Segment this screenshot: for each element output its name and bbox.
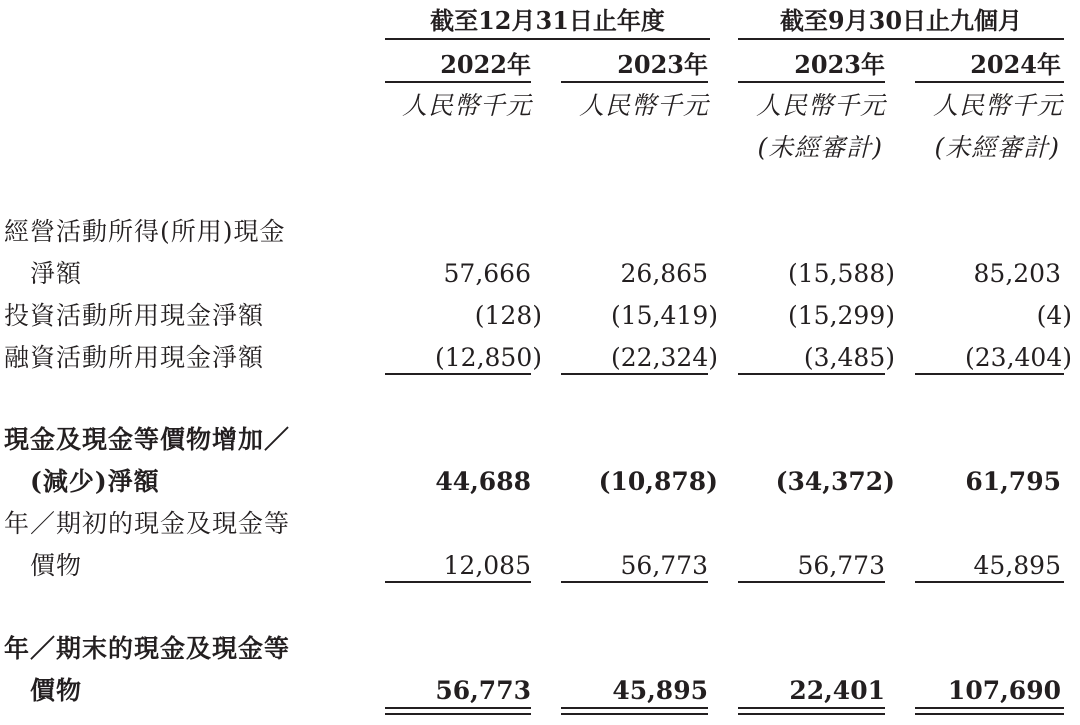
total-double-rule — [561, 707, 708, 709]
row-label-closing-cash: 年／期末的現金及現金等 — [4, 634, 291, 663]
cell-investing-9m2024: (4) — [1036, 301, 1072, 330]
unit-header-col3: 人民幣千元 — [755, 91, 886, 120]
row-label-opening-cash-cont: 價物 — [30, 551, 83, 580]
cell-opening-9m2023: 56,773 — [797, 551, 885, 580]
cell-operating-2023: 26,865 — [620, 259, 708, 288]
subtotal-rule — [738, 373, 885, 375]
cell-opening-2022: 12,085 — [443, 551, 531, 580]
header-group-rule — [738, 38, 1064, 40]
row-label-operating-cont: 淨額 — [30, 259, 83, 288]
year-rule — [915, 81, 1064, 83]
cell-closing-2023: 45,895 — [612, 676, 708, 705]
year-rule — [385, 81, 531, 83]
total-double-rule — [385, 713, 531, 715]
unaudited-note-col4: (未經審計) — [934, 133, 1060, 162]
subtotal-rule — [561, 373, 708, 375]
total-double-rule — [915, 707, 1064, 709]
unaudited-note-col3: (未經審計) — [757, 133, 883, 162]
header-group-fiscal-year: 截至12月31日止年度 — [430, 6, 665, 35]
total-double-rule — [738, 707, 885, 709]
cell-net-change-9m2024: 61,795 — [965, 467, 1061, 496]
row-label-net-change: 現金及現金等價物增加／ — [4, 425, 291, 454]
row-label-opening-cash: 年／期初的現金及現金等 — [4, 509, 291, 538]
cell-operating-9m2024: 85,203 — [973, 259, 1061, 288]
subtotal-rule — [561, 581, 708, 583]
cell-closing-2022: 56,773 — [435, 676, 531, 705]
total-double-rule — [385, 707, 531, 709]
subtotal-rule — [915, 373, 1064, 375]
cell-opening-9m2024: 45,895 — [973, 551, 1061, 580]
cell-financing-9m2023: (3,485) — [803, 343, 895, 372]
year-header-col4: 2024年 — [970, 50, 1061, 79]
cell-operating-2022: 57,666 — [443, 259, 531, 288]
year-rule — [738, 81, 885, 83]
cell-net-change-9m2023: (34,372) — [775, 467, 895, 496]
total-double-rule — [561, 713, 708, 715]
cell-operating-9m2023: (15,588) — [788, 259, 895, 288]
cell-opening-2023: 56,773 — [620, 551, 708, 580]
total-double-rule — [738, 713, 885, 715]
subtotal-rule — [915, 581, 1064, 583]
year-header-col2: 2023年 — [617, 50, 708, 79]
cell-closing-9m2024: 107,690 — [947, 676, 1061, 705]
row-label-financing: 融資活動所用現金淨額 — [4, 343, 265, 372]
subtotal-rule — [385, 581, 531, 583]
row-label-closing-cash-cont: 價物 — [30, 676, 83, 705]
cell-investing-2023: (15,419) — [611, 301, 718, 330]
subtotal-rule — [738, 581, 885, 583]
cell-financing-2022: (12,850) — [435, 343, 542, 372]
unit-header-col1: 人民幣千元 — [401, 91, 532, 120]
year-header-col3: 2023年 — [794, 50, 885, 79]
header-group-nine-months: 截至9月30日止九個月 — [779, 6, 1023, 35]
cell-net-change-2023: (10,878) — [598, 467, 718, 496]
subtotal-rule — [385, 373, 531, 375]
cell-financing-9m2024: (23,404) — [965, 343, 1072, 372]
row-label-net-change-cont: (減少)淨額 — [30, 467, 160, 496]
row-label-operating: 經營活動所得(所用)現金 — [4, 217, 286, 246]
header-group-rule — [385, 38, 710, 40]
unit-header-col2: 人民幣千元 — [578, 91, 709, 120]
cell-closing-9m2023: 22,401 — [789, 676, 885, 705]
total-double-rule — [915, 713, 1064, 715]
cell-financing-2023: (22,324) — [611, 343, 718, 372]
unit-header-col4: 人民幣千元 — [932, 91, 1063, 120]
year-rule — [561, 81, 708, 83]
cell-net-change-2022: 44,688 — [435, 467, 531, 496]
year-header-col1: 2022年 — [440, 50, 531, 79]
row-label-investing: 投資活動所用現金淨額 — [4, 301, 265, 330]
cell-investing-2022: (128) — [474, 301, 542, 330]
cell-investing-9m2023: (15,299) — [788, 301, 895, 330]
